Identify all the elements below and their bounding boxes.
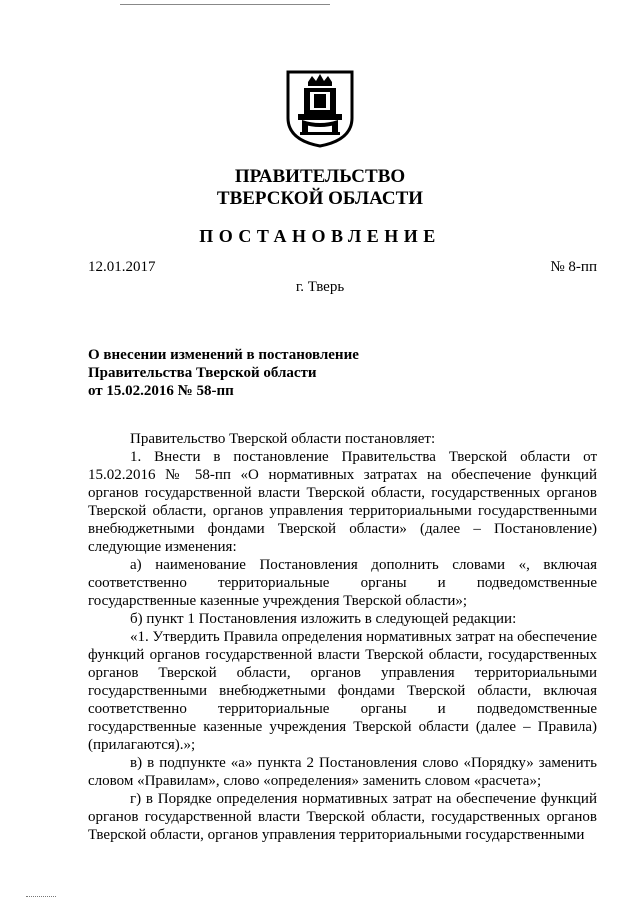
scan-artifact: [26, 896, 56, 897]
body-paragraph: а) наименование Постановления дополнить словами «, включая соответственно территориальные органы и подведомственные государственные казенные учреждения Тверской области»;: [88, 557, 597, 609]
tver-coat-of-arms-icon: [284, 66, 356, 148]
document-subject: [88, 346, 359, 400]
document-number: № 8-пп: [550, 259, 597, 275]
body-paragraph: 1. Внести в постановление Правительства Тверской области от 15.02.2016 № 58-пп «О нормативных затратах на обеспечение функций органов государственной власти Тверской области, государственных органов Тверской области, органов управления территориальными государственными внебюджетными фондами Тверской области» (далее – Постановление) следующие изменения:: [88, 449, 597, 555]
subject-line: О внесении изменений в постановление: [88, 347, 359, 363]
document-type: ПОСТАНОВЛЕНИЕ: [199, 226, 441, 246]
body-paragraph: «1. Утвердить Правила определения нормативных затрат на обеспечение функций органов государственной власти Тверской области, государственных органов Тверской области, органов управления территориальными государственными внебюджетными фондами Тверской области, включая соответственно территориальные органы и подведомственные государственные казенные учреждения Тверской области (далее – Правила) (прилагаются).»;: [88, 629, 597, 753]
subject-line: Правительства Тверской области: [88, 365, 317, 381]
body-paragraph: г) в Порядке определения нормативных затрат на обеспечение функций органов государственной власти Тверской области, государственных органов Тверской области, органов управления территориальными государственными: [88, 791, 597, 843]
document-date: 12.01.2017: [88, 259, 156, 275]
body-paragraph: Правительство Тверской области постановляет:: [130, 431, 436, 447]
body-paragraph: в) в подпункте «а» пункта 2 Постановления слово «Порядку» заменить словом «Правилам», слово «определения» заменить словом «расчета»;: [88, 755, 597, 789]
subject-line: от 15.02.2016 № 58-пп: [88, 383, 234, 399]
body-paragraph: б) пункт 1 Постановления изложить в следующей редакции:: [130, 611, 517, 627]
org-name-line1: ПРАВИТЕЛЬСТВО: [234, 166, 406, 187]
document-city: г. Тверь: [295, 279, 345, 295]
document-body: [88, 430, 597, 844]
org-name-line2: ТВЕРСКОЙ ОБЛАСТИ: [216, 188, 424, 209]
top-scan-line: [120, 4, 330, 5]
